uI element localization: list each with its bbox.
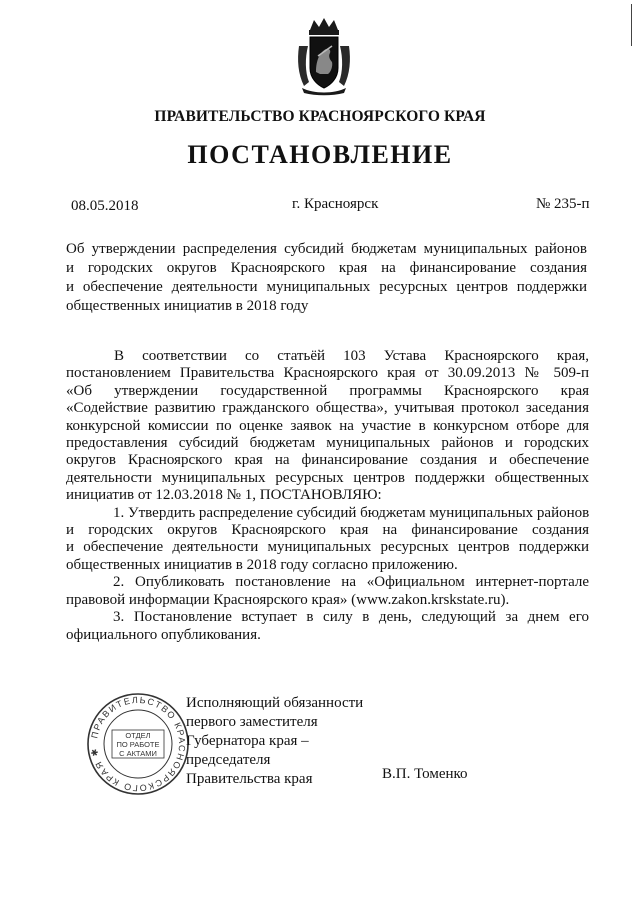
body-line: инициатив от 12.03.2018 № 1, ПОСТАНОВЛЯЮ:: [66, 487, 382, 504]
document-date: 08.05.2018: [71, 198, 139, 214]
body-line: правовой информации Красноярского края» (www.zakon.krskstate.ru).: [66, 591, 510, 608]
organization-title: ПРАВИТЕЛЬСТВО КРАСНОЯРСКОГО КРАЯ: [154, 108, 486, 125]
body-line: округов Красноярского края на финансирование создания и обеспечение: [66, 452, 589, 469]
signature-line: первого заместителя: [186, 714, 318, 730]
svg-text:ПО РАБОТЕ: ПО РАБОТЕ: [116, 740, 160, 749]
body-line: «Содействие развитию гражданского общества», учитывая протокол заседания: [66, 400, 589, 417]
body-line: предоставления субсидий бюджетам муниципальных районов и городских: [66, 435, 589, 452]
svg-text:С АКТАМИ: С АКТАМИ: [119, 749, 157, 758]
body-line: конкурсной комиссии по оценке заявок на участие в конкурсном отборе для: [66, 417, 589, 434]
body-line: В соответствии со статьёй 103 Устава Красноярского края,: [114, 348, 589, 364]
signature-line: председателя: [186, 752, 271, 768]
signature-block: [186, 694, 363, 789]
document-number: № 235-п: [536, 196, 590, 212]
subject-line: Об утверждении распределения субсидий бюджетам муниципальных районов: [66, 241, 587, 257]
body-line: 3. Постановление вступает в силу в день, следующий за днем его: [113, 609, 589, 626]
document-city: г. Красноярск: [292, 196, 379, 212]
body-line: деятельности муниципальных ресурсных центров поддержки общественных: [66, 469, 589, 486]
document-subject: [66, 240, 587, 316]
body-line: и обеспечение деятельности муниципальных ресурсных центров поддержки: [66, 539, 589, 556]
document-type-title: ПОСТАНОВЛЕНИЕ: [187, 140, 453, 169]
coat-of-arms-emblem: [296, 16, 352, 96]
body-line: и городских округов Красноярского края на финансирование создания: [66, 522, 589, 539]
document-body: [66, 348, 589, 644]
signature-line: Исполняющий обязанности: [186, 695, 364, 711]
body-line: официального опубликования.: [66, 626, 261, 643]
body-line: «Об утверждении государственной программы Красноярского края: [66, 382, 589, 399]
subject-line: и обеспечение деятельности муниципальных ресурсных центров поддержки: [66, 279, 587, 295]
scan-edge-mark: [631, 4, 632, 46]
svg-text:ОТДЕЛ: ОТДЕЛ: [125, 731, 151, 740]
body-line: 2. Опубликовать постановление на «Официальном интернет-портале: [113, 574, 589, 591]
body-line: общественных инициатив в 2018 году согласно приложению.: [66, 556, 458, 573]
body-line: 1. Утвердить распределение субсидий бюджетам муниципальных районов: [113, 504, 590, 521]
official-stamp: [86, 692, 190, 796]
subject-line: общественных инициатив в 2018 году: [66, 298, 309, 314]
signature-line: Губернатора края –: [186, 733, 309, 749]
signer-name: В.П. Томенко: [382, 766, 468, 782]
signature-line: Правительства края: [186, 771, 313, 787]
svg-text:ПРАВИТЕЛЬСТВО КРАСНОЯРСКОГО КР: ПРАВИТЕЛЬСТВО КРАСНОЯРСКОГО КРАЯ ✱: [88, 694, 188, 794]
subject-line: и городских округов Красноярского края на финансирование создания: [66, 260, 587, 276]
body-line: постановлением Правительства Красноярского края от 30.09.2013 № 509-п: [66, 365, 589, 382]
